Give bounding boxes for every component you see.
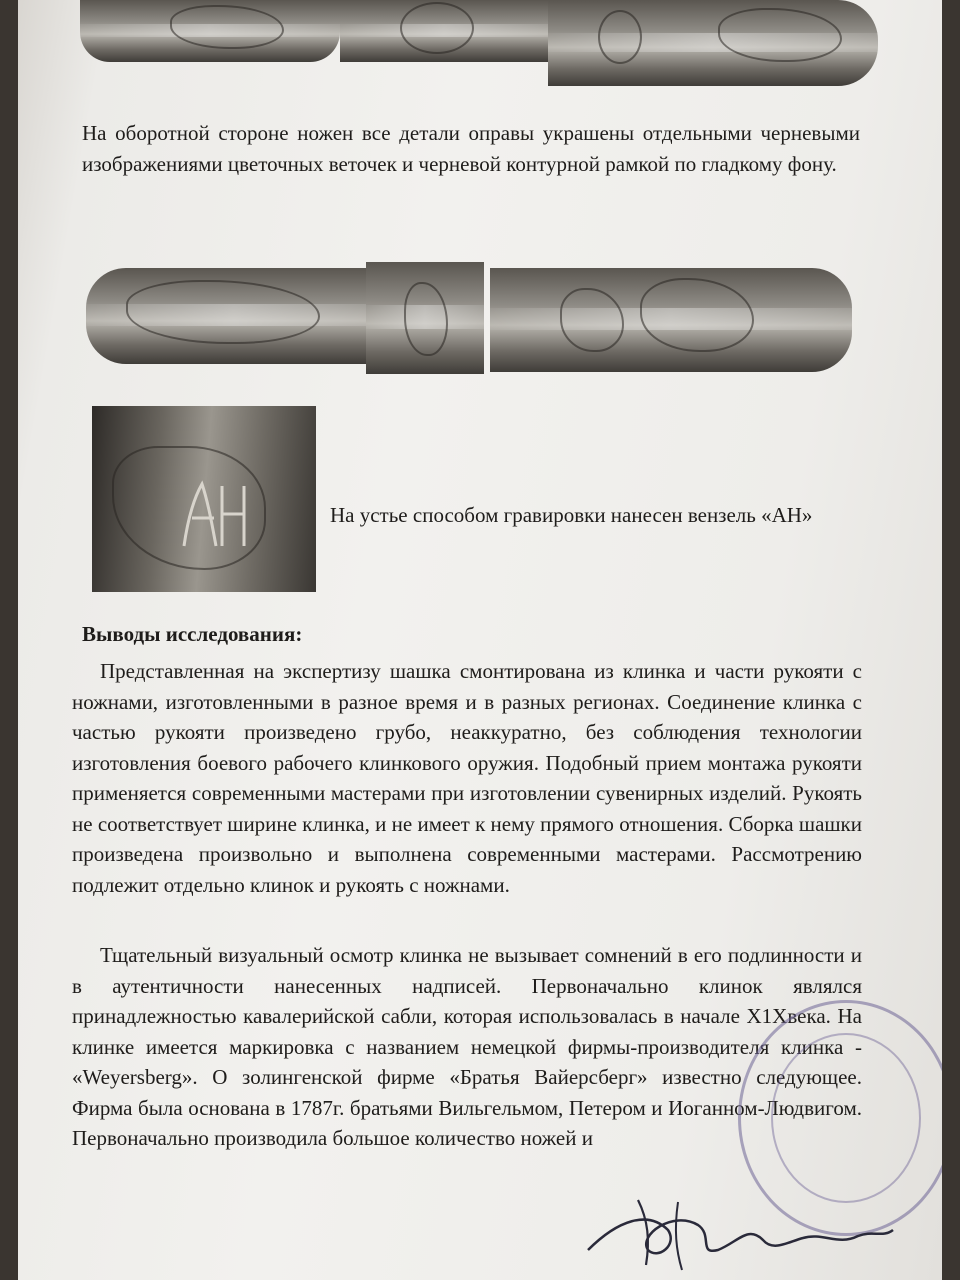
- photo-monogram-closeup: [92, 406, 316, 592]
- heading-conclusions: Выводы исследования:: [82, 622, 303, 646]
- handwritten-signature-icon: [578, 1180, 898, 1280]
- caption-monogram: На устье способом гравировки нанесен вензель «АН»: [330, 503, 813, 527]
- monogram-engraving-icon: [92, 406, 316, 592]
- paragraph-blade-inspection: Тщательный визуальный осмотр клинка не вызывает сомнений в его подлинности и в аутентичности нанесенных надписей. Первоначально клинок являлся принадлежностью кавалерийской сабли, которая использовалась в начале Х1Хвека. На клинке имеется маркировка с названием немецкой фирмы-производителя клинка - «Weyersberg». О золингенской фирме «Братья Вайерсберг» известно следующее. Фирма была основана в 1787г. братьями Вильгельмом, Петером и Иоганном-Людвигом. Первоначально производила большое количество ножей и: [72, 943, 862, 1150]
- photo-scabbard-top-center: [340, 0, 548, 62]
- document-page: [18, 0, 942, 1280]
- photo-scabbard-mid-left: [86, 268, 382, 364]
- photo-scabbard-mid-right: [490, 268, 852, 372]
- photo-scabbard-mid-center: [366, 262, 484, 374]
- photo-scabbard-top-left: [80, 0, 340, 62]
- paragraph-reverse-side: На оборотной стороне ножен все детали оправы украшены отдельными черневыми изображениями цветочных веточек и черневой контурной рамкой по гладкому фону.: [82, 121, 860, 176]
- photo-scabbard-top-right: [548, 0, 878, 86]
- paragraph-conclusions: Представленная на экспертизу шашка смонтирована из клинка и части рукояти с ножнами, изготовленными в разное время и в разных регионах. Соединение клинка с частью рукояти произведено грубо, неаккуратно, без соблюдения технологии изготовления боевого рабочего клинкового оружия. Подобный прием монтажа рукояти применяется современными мастерами при изготовлении сувенирных изделий. Рукоять не соответствует ширине клинка, и не имеет к нему прямого отношения. Сборка шашки произведена произвольно и выполнена современными мастерами. Рассмотрению подлежит отдельно клинок и рукоять с ножнами.: [72, 659, 862, 897]
